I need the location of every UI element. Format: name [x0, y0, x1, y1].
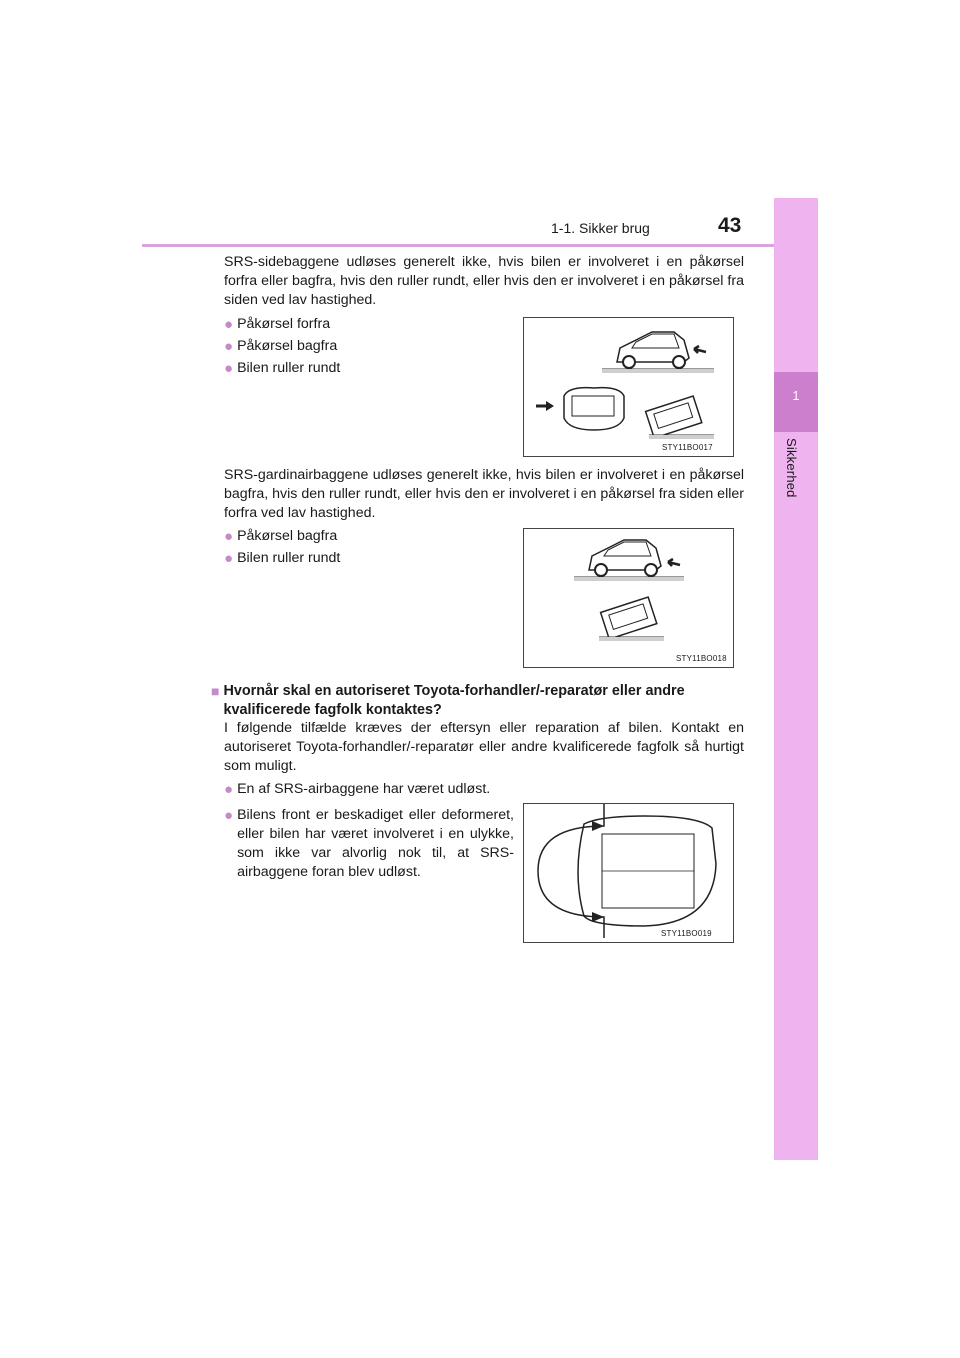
list-item: ● Påkørsel bagfra [224, 528, 338, 545]
list-item: ● Påkørsel bagfra [224, 338, 338, 355]
bullet-icon: ● [224, 316, 234, 333]
chapter-label: Sikkerhed [784, 438, 799, 498]
bullet-icon: ● [224, 360, 234, 377]
bullet-icon: ● [224, 807, 234, 824]
heading-square-icon: ■ [211, 683, 220, 699]
page-number: 43 [718, 214, 742, 237]
figure-side-airbag [523, 317, 734, 457]
car-illustration-icon [524, 529, 733, 667]
chapter-tab-strip [774, 198, 818, 1160]
figure-code: STY11BO017 [662, 443, 713, 452]
figure-code: STY11BO019 [661, 929, 712, 938]
list-item: ● Bilen ruller rundt [224, 550, 341, 567]
bullet-icon: ● [224, 781, 234, 798]
section-heading: ■ Hvornår skal en autoriseret Toyota-forhandler/-reparatør eller andre kvalificerede fagfolk kontaktes? [211, 683, 685, 718]
bullet-icon: ● [224, 338, 234, 355]
car-illustration-icon [524, 318, 733, 456]
figure-code: STY11BO018 [676, 654, 727, 663]
list-item: ● Bilen ruller rundt [224, 360, 341, 377]
figure-curtain-airbag [523, 528, 734, 668]
chapter-number: 1 [792, 388, 800, 403]
side-airbag-paragraph: SRS-sidebaggene udløses generelt ikke, hvis bilen er involveret i en påkørsel forfra eller bagfra, hvis den ruller rundt, eller hvis den er involveret i en påkørsel fra siden ved lav hastighed. [224, 254, 744, 308]
car-top-view-icon [524, 804, 733, 942]
bullet-icon: ● [224, 550, 234, 567]
figure-front-damage [523, 803, 734, 943]
service-paragraph: I følgende tilfælde kræves der eftersyn eller reparation af bilen. Kontakt en autoriseret Toyota-forhandler/-reparatør eller andre kvalificerede fagfolk så hurtigt som muligt. [224, 720, 744, 774]
section-title: 1-1. Sikker brug [551, 220, 650, 236]
curtain-airbag-paragraph: SRS-gardinairbaggene udløses generelt ikke, hvis bilen er involveret i en påkørsel bagfra, hvis den ruller rundt, eller hvis den er involveret i en påkørsel fra siden eller forfra ved lav hastighed. [224, 467, 744, 521]
header-rule [142, 244, 790, 247]
list-item: ● Bilens front er beskadiget eller deformeret, eller bilen har været involveret i en ulykke, som ikke var alvorlig nok til, at SRS-airbaggene foran blev udløst. [224, 807, 514, 880]
list-item: ● En af SRS-airbaggene har været udløst. [224, 781, 491, 798]
bullet-icon: ● [224, 528, 234, 545]
list-item: ● Påkørsel forfra [224, 316, 331, 333]
